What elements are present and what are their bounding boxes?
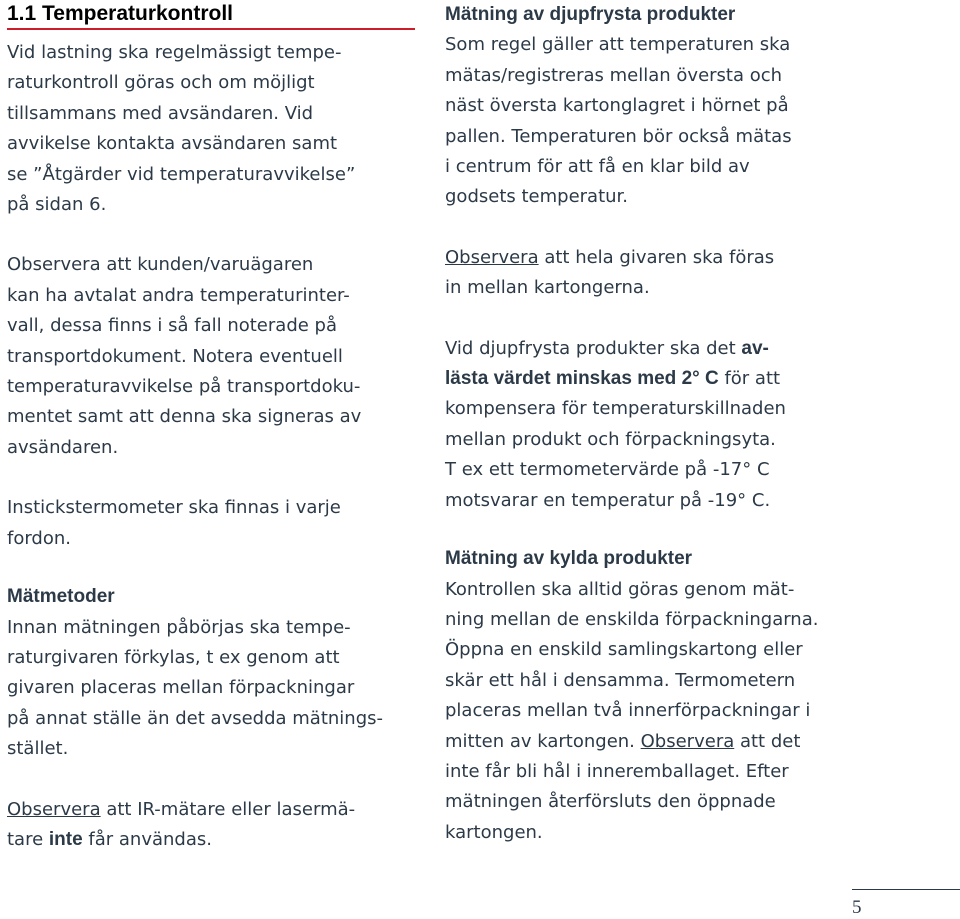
paragraph-ir-matare [7,795,417,856]
avlasta-start: Vid djupfrysta produkter ska det [445,337,742,359]
ir-text-end: får användas. [82,828,212,850]
paragraph-lastning: Vid lastning ska regelmässigt tempe- raturkontroll göras och om möjligt tillsammans med avsändaren. Vid avvikelse kontakta avsändaren samt se ”Åtgärder vid temperaturavvikelse” på sidan 6. [7,42,356,216]
kylda-start: Kontrollen ska alltid göras genom mät- ning mellan de enskilda förpackningarna. Öppna en enskild samlingskartong eller skär ett hål i densamma. Termometern placeras mellan två innerförpackningar i mitten av kartongen. [445,578,819,752]
kylda-end: att det inte får bli hål i inneremballaget. Efter mätningen återförsluts den öppnade kartongen. [445,730,801,843]
observera-emphasis: Observera [640,730,735,752]
page-number: 5 [852,897,862,918]
heading-matmetoder: Mätmetoder [7,586,115,608]
inte-bold: inte [48,828,83,850]
heading-djupfrysta: Mätning av djupfrysta produkter [445,4,736,25]
paragraph-instickstermometer: Instickstermometer ska finnas i varje fordon. [7,497,341,549]
avlasta-bold: av- lästa värdet minskas med 2° C [445,337,769,390]
paragraph-observera-kunden: Observera att kunden/varuägaren kan ha avtalat andra temperaturinter- vall, dessa finns i så fall noterade på transportdokument. Notera eventuell temperaturavvikelse på transportdoku- mentet samt att denna ska signeras av avsändaren. [7,254,362,458]
paragraph-kylda [445,575,955,849]
footer-rule [852,889,960,890]
left-column [7,0,417,855]
avlasta-end: för att kompensera för temperaturskillnaden mellan produkt och förpackningsyta. T ex ett termometervärde på -17° C motsvarar en temperatur på -19° C. [445,368,786,511]
observera-emphasis: Observera [445,246,539,268]
observera-emphasis: Observera [7,798,101,820]
paragraph-observera-givaren [445,243,955,304]
section-title: 1.1 Temperaturkontroll [7,0,415,30]
right-column [445,0,955,848]
heading-kylda: Mätning av kylda produkter [445,548,693,570]
paragraph-matmetoder: Innan mätningen påbörjas ska tempe- raturgivaren förkylas, t ex genom att givaren placeras mellan förpackningar på annat ställe än det avsedda mätnings- stället. [7,616,384,760]
paragraph-djupfrysta: Som regel gäller att temperaturen ska mätas/registreras mellan översta och näst översta kartonglagret i hörnet på pallen. Temperaturen bör också mätas i centrum för att få en klar bild av godsets temperatur. [445,34,792,208]
paragraph-avlasta-varde [445,334,955,516]
ir-text-mid: att IR-mätare eller lasermä- tare [7,798,356,850]
givaren-text: att hela givaren ska föras in mellan kartongerna. [445,246,775,299]
